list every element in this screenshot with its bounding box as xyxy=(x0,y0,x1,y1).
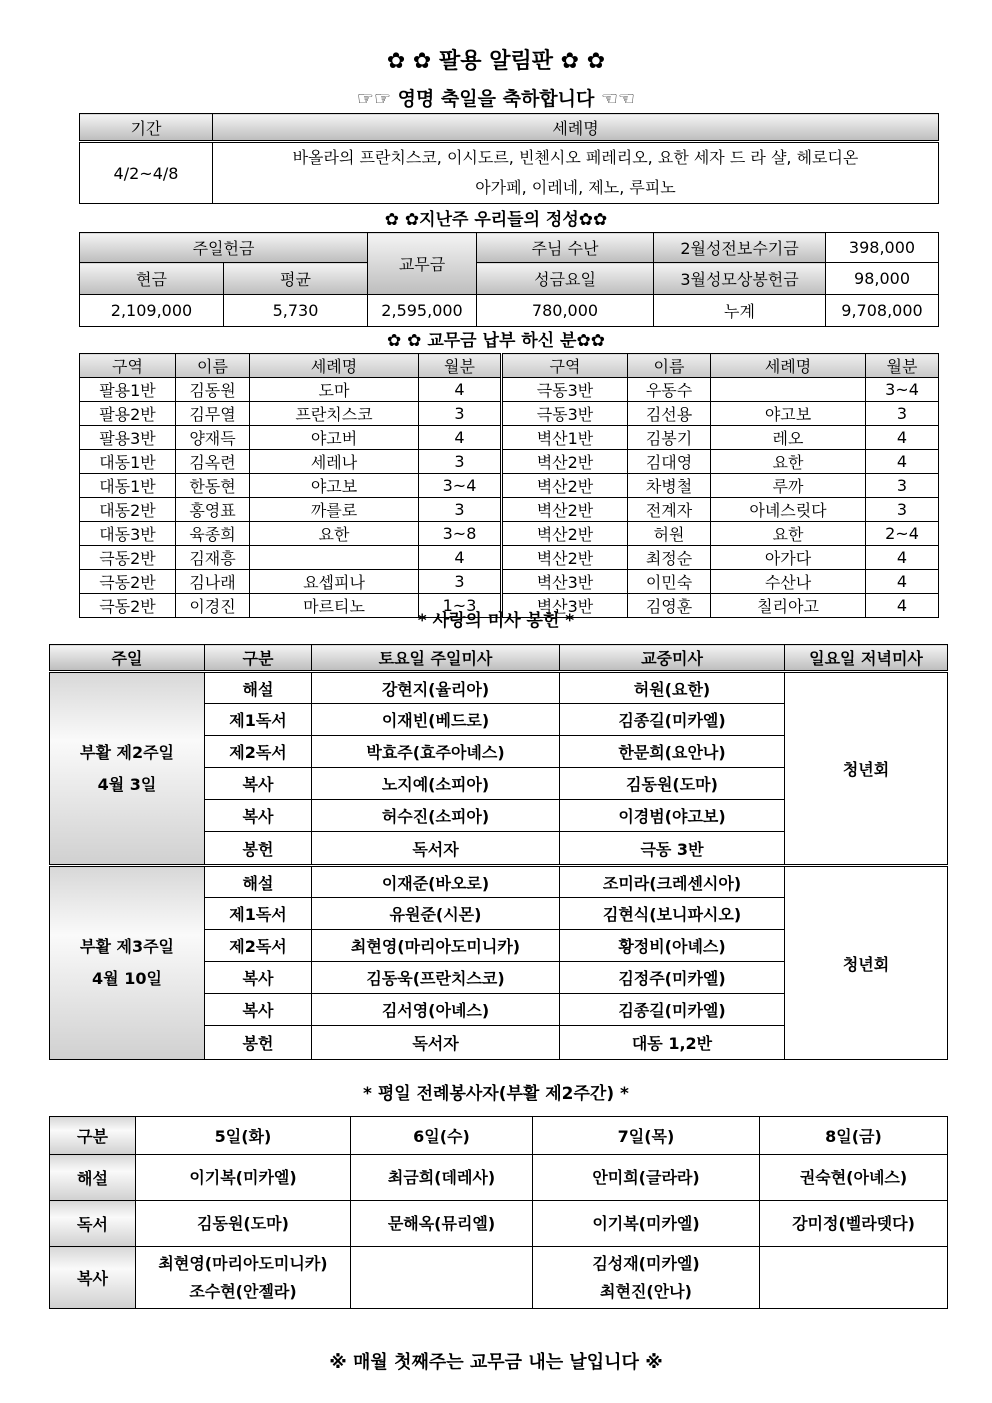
mass-evening: 청년회 xyxy=(785,866,948,1060)
weekday-server: 권숙현(아녜스) xyxy=(799,1167,908,1187)
payer-months: 1~3 xyxy=(419,594,502,618)
feast-names xyxy=(213,142,939,204)
mass-main: 대동 1,2반 xyxy=(560,1026,785,1060)
footer-notice: ※ 매월 첫째주는 교무금 내는 날입니다 ※ xyxy=(329,1352,663,1373)
mass-role: 해설 xyxy=(205,672,312,704)
payer-months: 3 xyxy=(419,402,502,426)
mass-header-saturday: 토요일 주일미사 xyxy=(312,645,560,672)
weekday-cell xyxy=(136,1201,351,1247)
payer-baptismal-name: 세레나 xyxy=(250,450,419,474)
payer-baptismal-name: 칠리아고 xyxy=(711,594,866,618)
mass-main: 이경범(야고보) xyxy=(560,800,785,832)
payer-months: 3 xyxy=(419,450,502,474)
mass-row xyxy=(50,672,948,704)
payers-header-name: 이름 xyxy=(628,354,711,378)
payer-baptismal-name: 레오 xyxy=(711,426,866,450)
payers-title: ✿ ✿ 교무금 납부 하신 분✿✿ xyxy=(387,331,605,351)
payer-district: 벽산2반 xyxy=(502,522,628,546)
payer-months: 3~4 xyxy=(419,474,502,498)
weekday-header-day: 6일(수) xyxy=(351,1117,533,1155)
mass-saturday: 독서자 xyxy=(312,832,560,866)
fund2-value: 98,000 xyxy=(826,263,939,295)
passion-label-1: 주님 수난 xyxy=(477,233,654,263)
mass-saturday: 박효주(효주아녜스) xyxy=(312,736,560,768)
weekday-header-day: 8일(금) xyxy=(760,1117,948,1155)
mass-role: 봉헌 xyxy=(205,832,312,866)
payer-district: 대동1반 xyxy=(80,474,176,498)
weekday-cell xyxy=(533,1201,760,1247)
sunday-offering-label: 주일헌금 xyxy=(80,233,368,263)
payer-name: 김옥련 xyxy=(176,450,250,474)
mass-main: 김종길(미카엘) xyxy=(560,704,785,736)
weekday-cell xyxy=(351,1247,533,1309)
mass-main: 김종길(미카엘) xyxy=(560,994,785,1026)
weekday-cell xyxy=(760,1201,948,1247)
mass-evening: 청년회 xyxy=(785,672,948,866)
payer-district: 대동3반 xyxy=(80,522,176,546)
weekday-cell xyxy=(136,1247,351,1309)
payer-name: 김재흥 xyxy=(176,546,250,570)
payer-row xyxy=(80,570,939,594)
cash-label: 현금 xyxy=(80,263,224,295)
page-subtitle: ☞☞ 영명 축일을 축하합니다 ☜☜ xyxy=(356,88,636,110)
weekday-row xyxy=(50,1247,948,1309)
payer-row xyxy=(80,378,939,402)
payer-district: 벽산2반 xyxy=(502,474,628,498)
mass-role: 복사 xyxy=(205,962,312,994)
payer-row xyxy=(80,498,939,522)
feast-names-line2: 아가페, 이레네, 제노, 루피노 xyxy=(475,178,676,197)
payer-district: 벽산3반 xyxy=(502,570,628,594)
mass-role: 제2독서 xyxy=(205,736,312,768)
payer-months: 4 xyxy=(866,546,939,570)
payer-name: 양재득 xyxy=(176,426,250,450)
weekday-cell xyxy=(760,1155,948,1201)
payer-name: 김무열 xyxy=(176,402,250,426)
payer-name: 김영훈 xyxy=(628,594,711,618)
mass-header-role: 구분 xyxy=(205,645,312,672)
payer-district: 극동3반 xyxy=(502,402,628,426)
mass-main: 김정주(미카엘) xyxy=(560,962,785,994)
mass-role: 봉헌 xyxy=(205,1026,312,1060)
mass-header-sunday: 주일 xyxy=(50,645,205,672)
mass-week-cell xyxy=(50,672,205,866)
payer-baptismal-name: 요한 xyxy=(711,450,866,474)
payers-header-district: 구역 xyxy=(502,354,628,378)
mass-saturday: 김동욱(프란치스코) xyxy=(312,962,560,994)
payer-baptismal-name: 야고보 xyxy=(711,402,866,426)
weekday-server: 강미정(벨라뎃다) xyxy=(792,1213,915,1233)
payer-district: 팔용1반 xyxy=(80,378,176,402)
payer-name: 한동현 xyxy=(176,474,250,498)
payers-header-baptismal: 세례명 xyxy=(711,354,866,378)
payer-district: 대동1반 xyxy=(80,450,176,474)
weekday-server: 최현영(마리아도미니카) xyxy=(158,1253,328,1273)
payers-header-month: 월분 xyxy=(866,354,939,378)
mass-main: 극동 3반 xyxy=(560,832,785,866)
payers-header-district: 구역 xyxy=(80,354,176,378)
fund2-label: 3월성모상봉헌금 xyxy=(654,263,826,295)
payer-row xyxy=(80,522,939,546)
mass-saturday: 강현지(율리아) xyxy=(312,672,560,704)
weekday-server: 이기복(미카엘) xyxy=(189,1167,297,1187)
weekday-title: * 평일 전례봉사자(부활 제2주간) * xyxy=(363,1084,629,1104)
weekday-server: 조수현(안젤라) xyxy=(189,1281,297,1301)
mass-role: 복사 xyxy=(205,768,312,800)
weekday-server: 최현진(안나) xyxy=(600,1281,692,1301)
fund1-value: 398,000 xyxy=(826,233,939,263)
mass-main: 황정비(아녜스) xyxy=(560,930,785,962)
payer-district: 극동2반 xyxy=(80,570,176,594)
mass-title: * 사랑의 미사 봉헌 * xyxy=(417,611,575,631)
weekday-header-day: 7일(목) xyxy=(533,1117,760,1155)
payer-baptismal-name: 요한 xyxy=(250,522,419,546)
payer-district: 벽산2반 xyxy=(502,450,628,474)
payer-district: 팔용2반 xyxy=(80,402,176,426)
weekday-server: 안미희(글라라) xyxy=(592,1167,700,1187)
payer-district: 벽산1반 xyxy=(502,426,628,450)
feast-col-names: 세례명 xyxy=(213,114,939,142)
mass-role: 복사 xyxy=(205,994,312,1026)
payers-header-name: 이름 xyxy=(176,354,250,378)
payer-baptismal-name xyxy=(711,378,866,402)
payer-months: 3~8 xyxy=(419,522,502,546)
average-value: 5,730 xyxy=(224,295,368,327)
mass-table xyxy=(49,644,948,1060)
weekday-role: 해설 xyxy=(50,1155,136,1201)
mass-week-name: 부활 제2주일 xyxy=(80,742,174,762)
weekday-server: 이기복(미카엘) xyxy=(592,1213,700,1233)
payers-header-baptismal: 세례명 xyxy=(250,354,419,378)
payer-name: 홍영표 xyxy=(176,498,250,522)
weekday-header-role: 구분 xyxy=(50,1117,136,1155)
weekday-cell xyxy=(533,1247,760,1309)
mass-saturday: 유원준(시몬) xyxy=(312,898,560,930)
mass-week-date: 4월 3일 xyxy=(97,774,157,794)
payer-months: 3 xyxy=(866,402,939,426)
mass-role: 해설 xyxy=(205,866,312,898)
payer-name: 차병철 xyxy=(628,474,711,498)
payer-baptismal-name: 요셉피나 xyxy=(250,570,419,594)
page-title: ✿ ✿ 팔용 알림판 ✿ ✿ xyxy=(386,49,606,74)
payer-months: 4 xyxy=(866,426,939,450)
payer-district: 벽산3반 xyxy=(502,594,628,618)
payer-name: 이경진 xyxy=(176,594,250,618)
weekday-table xyxy=(49,1116,948,1309)
payer-months: 3 xyxy=(866,474,939,498)
payer-months: 4 xyxy=(419,426,502,450)
payer-district: 벽산2반 xyxy=(502,546,628,570)
mass-week-date: 4월 10일 xyxy=(92,969,162,988)
mass-header-main: 교중미사 xyxy=(560,645,785,672)
payer-district: 팔용3반 xyxy=(80,426,176,450)
offering-title: ✿ ✿지난주 우리들의 정성✿✿ xyxy=(384,210,608,230)
payer-baptismal-name: 마르티노 xyxy=(250,594,419,618)
payer-baptismal-name: 야고버 xyxy=(250,426,419,450)
payer-name: 김동원 xyxy=(176,378,250,402)
mass-saturday: 독서자 xyxy=(312,1026,560,1060)
mass-saturday: 노지예(소피아) xyxy=(312,768,560,800)
payer-baptismal-name xyxy=(250,546,419,570)
payer-months: 3 xyxy=(419,570,502,594)
payer-row xyxy=(80,546,939,570)
feast-period: 4/2~4/8 xyxy=(80,142,213,204)
payer-months: 4 xyxy=(419,546,502,570)
payer-months: 4 xyxy=(866,570,939,594)
payer-months: 3 xyxy=(419,498,502,522)
mass-week-cell xyxy=(50,866,205,1060)
payer-district: 대동2반 xyxy=(80,498,176,522)
feast-col-period: 기간 xyxy=(80,114,213,142)
payer-months: 3~4 xyxy=(866,378,939,402)
mass-main: 한문희(요안나) xyxy=(560,736,785,768)
payer-months: 2~4 xyxy=(866,522,939,546)
payer-row xyxy=(80,450,939,474)
passion-value: 780,000 xyxy=(477,295,654,327)
weekday-cell xyxy=(533,1155,760,1201)
payer-baptismal-name: 까를로 xyxy=(250,498,419,522)
weekday-header-day: 5일(화) xyxy=(136,1117,351,1155)
payer-name: 우동수 xyxy=(628,378,711,402)
mass-saturday: 이재준(바오로) xyxy=(312,866,560,898)
offering-table xyxy=(79,232,939,327)
payer-months: 4 xyxy=(866,594,939,618)
payer-district: 극동2반 xyxy=(80,594,176,618)
average-label: 평균 xyxy=(224,263,368,295)
payer-name: 김선용 xyxy=(628,402,711,426)
payer-name: 김봉기 xyxy=(628,426,711,450)
cash-value: 2,109,000 xyxy=(80,295,224,327)
weekday-row xyxy=(50,1201,948,1247)
mass-role: 제2독서 xyxy=(205,930,312,962)
total-label: 누계 xyxy=(654,295,826,327)
payer-district: 극동2반 xyxy=(80,546,176,570)
weekday-row xyxy=(50,1155,948,1201)
payer-name: 허원 xyxy=(628,522,711,546)
payer-baptismal-name: 요한 xyxy=(711,522,866,546)
payer-district: 극동3반 xyxy=(502,378,628,402)
payer-row xyxy=(80,402,939,426)
payers-header-month: 월분 xyxy=(419,354,502,378)
payer-row xyxy=(80,426,939,450)
weekday-cell xyxy=(136,1155,351,1201)
payer-name: 육종희 xyxy=(176,522,250,546)
weekday-role: 독서 xyxy=(50,1201,136,1247)
payer-baptismal-name: 프란치스코 xyxy=(250,402,419,426)
payer-months: 4 xyxy=(866,450,939,474)
feast-names-line1: 바올라의 프란치스코, 이시도르, 빈첸시오 페레리오, 요한 세자 드 라 샬, 헤로디온 xyxy=(292,148,859,167)
feast-table xyxy=(79,113,939,204)
payer-name: 김대영 xyxy=(628,450,711,474)
payer-name: 이민숙 xyxy=(628,570,711,594)
mass-role: 복사 xyxy=(205,800,312,832)
fund1-label: 2월성전보수기금 xyxy=(654,233,826,263)
payer-baptismal-name: 야고보 xyxy=(250,474,419,498)
mass-main: 김동원(도마) xyxy=(560,768,785,800)
payer-months: 4 xyxy=(419,378,502,402)
payer-name: 전계자 xyxy=(628,498,711,522)
mass-saturday: 이재빈(베드로) xyxy=(312,704,560,736)
payers-table xyxy=(79,353,939,618)
payer-baptismal-name: 아녜스릿다 xyxy=(711,498,866,522)
payer-baptismal-name: 아가다 xyxy=(711,546,866,570)
weekday-cell xyxy=(351,1201,533,1247)
mass-role: 제1독서 xyxy=(205,898,312,930)
gyomu-label: 교무금 xyxy=(368,233,477,295)
passion-label-2: 성금요일 xyxy=(477,263,654,295)
mass-main: 조미라(크레센시아) xyxy=(560,866,785,898)
mass-row xyxy=(50,866,948,898)
total-value: 9,708,000 xyxy=(826,295,939,327)
weekday-server: 김성재(미카엘) xyxy=(592,1253,700,1273)
mass-saturday: 김서영(아녜스) xyxy=(312,994,560,1026)
mass-main: 허원(요한) xyxy=(560,672,785,704)
weekday-server: 최금희(데레사) xyxy=(387,1167,496,1187)
weekday-cell xyxy=(351,1155,533,1201)
payer-district: 벽산2반 xyxy=(502,498,628,522)
mass-saturday: 허수진(소피아) xyxy=(312,800,560,832)
payer-months: 3 xyxy=(866,498,939,522)
mass-role: 제1독서 xyxy=(205,704,312,736)
mass-header-evening: 일요일 저녁미사 xyxy=(785,645,948,672)
payer-baptismal-name: 수산나 xyxy=(711,570,866,594)
mass-saturday: 최현영(마리아도미니카) xyxy=(312,930,560,962)
gyomu-value: 2,595,000 xyxy=(368,295,477,327)
payer-baptismal-name: 루까 xyxy=(711,474,866,498)
weekday-server: 문해옥(뮤리엘) xyxy=(387,1213,496,1233)
payer-name: 최정순 xyxy=(628,546,711,570)
payer-baptismal-name: 도마 xyxy=(250,378,419,402)
mass-main: 김현식(보니파시오) xyxy=(560,898,785,930)
weekday-role: 복사 xyxy=(50,1247,136,1309)
weekday-cell xyxy=(760,1247,948,1309)
payer-row xyxy=(80,474,939,498)
payer-name: 김나래 xyxy=(176,570,250,594)
mass-week-name: 부활 제3주일 xyxy=(80,937,174,956)
weekday-server: 김동원(도마) xyxy=(197,1213,289,1233)
